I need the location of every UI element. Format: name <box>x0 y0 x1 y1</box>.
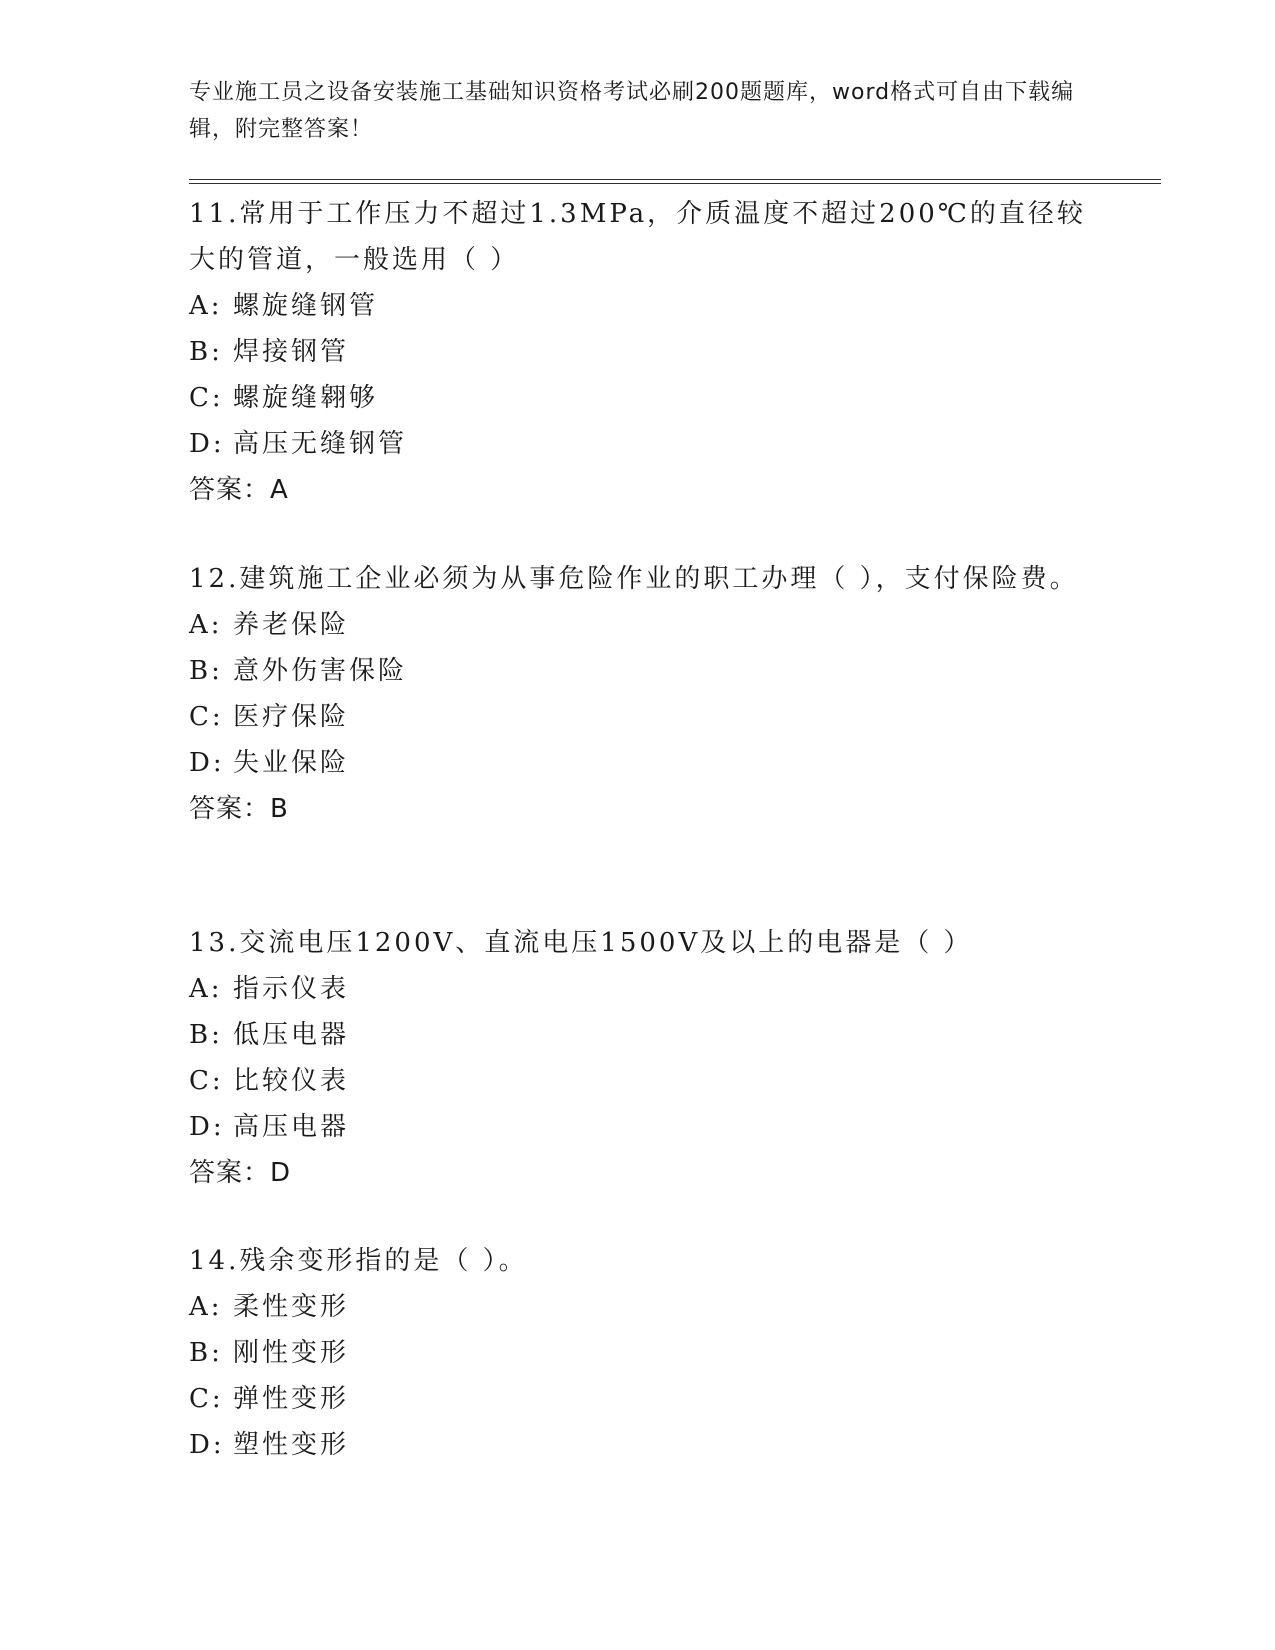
question-11 <box>189 191 1089 513</box>
answer-line: 答案：A <box>189 475 289 505</box>
question-stem: 14.残余变形指的是（ ）。 <box>189 1246 528 1276</box>
option-key: B: <box>189 656 223 686</box>
option-b <box>189 1012 1089 1058</box>
option-text: 焊接钢管 <box>233 337 350 367</box>
option-a <box>189 1284 1089 1330</box>
option-key: A: <box>189 974 223 1004</box>
option-key: C: <box>189 702 224 732</box>
option-c <box>189 1376 1089 1422</box>
option-text: 意外伤害保险 <box>233 656 408 686</box>
option-b <box>189 329 1089 375</box>
option-c <box>189 375 1089 421</box>
option-text: 比较仪表 <box>233 1066 350 1096</box>
option-text: 高压电器 <box>233 1112 350 1142</box>
option-key: A: <box>189 1292 223 1322</box>
option-text: 刚性变形 <box>233 1338 350 1368</box>
answer-line: 答案：B <box>189 794 289 824</box>
question-14 <box>189 1238 1089 1468</box>
option-text: 失业保险 <box>233 748 350 778</box>
header-divider <box>189 179 1161 184</box>
option-text: 医疗保险 <box>233 702 350 732</box>
question-13 <box>189 920 1089 1196</box>
option-key: B: <box>189 337 223 367</box>
option-key: D: <box>189 1112 225 1142</box>
option-key: B: <box>189 1020 223 1050</box>
answer-line: 答案：D <box>189 1158 292 1188</box>
option-text: 螺旋缝钢管 <box>233 291 379 321</box>
question-stem: 12.建筑施工企业必须为从事危险作业的职工办理（ ），支付保险费。 <box>189 564 1079 594</box>
option-text: 指示仪表 <box>233 974 350 1004</box>
option-text: 柔性变形 <box>233 1292 350 1322</box>
option-key: D: <box>189 429 225 459</box>
option-text: 低压电器 <box>233 1020 350 1050</box>
option-text: 养老保险 <box>233 610 350 640</box>
option-key: B: <box>189 1338 223 1368</box>
option-key: C: <box>189 1066 224 1096</box>
question-stem: 13.交流电压1200V、直流电压1500V及以上的电器是（ ） <box>189 928 973 958</box>
option-d <box>189 421 1089 467</box>
option-c <box>189 1058 1089 1104</box>
option-d <box>189 740 1089 786</box>
option-text: 螺旋缝翱够 <box>233 383 379 413</box>
option-key: A: <box>189 291 223 321</box>
option-c <box>189 694 1089 740</box>
option-key: A: <box>189 610 223 640</box>
option-text: 高压无缝钢管 <box>233 429 408 459</box>
option-b <box>189 1330 1089 1376</box>
option-key: C: <box>189 1384 224 1414</box>
option-text: 弹性变形 <box>233 1384 350 1414</box>
option-a <box>189 602 1089 648</box>
option-key: C: <box>189 383 224 413</box>
option-text: 塑性变形 <box>233 1430 350 1460</box>
option-key: D: <box>189 748 225 778</box>
option-d <box>189 1422 1089 1468</box>
question-12 <box>189 556 1089 832</box>
question-stem: 11.常用于工作压力不超过1.3MPa，介质温度不超过200℃的直径较大的管道，一般选用（ ） <box>189 199 1086 275</box>
option-a <box>189 966 1089 1012</box>
option-b <box>189 648 1089 694</box>
document-title: 专业施工员之设备安装施工基础知识资格考试必刷200题题库，word格式可自由下载编辑，附完整答案！ <box>189 80 1075 142</box>
option-a <box>189 283 1089 329</box>
option-key: D: <box>189 1430 225 1460</box>
option-d <box>189 1104 1089 1150</box>
